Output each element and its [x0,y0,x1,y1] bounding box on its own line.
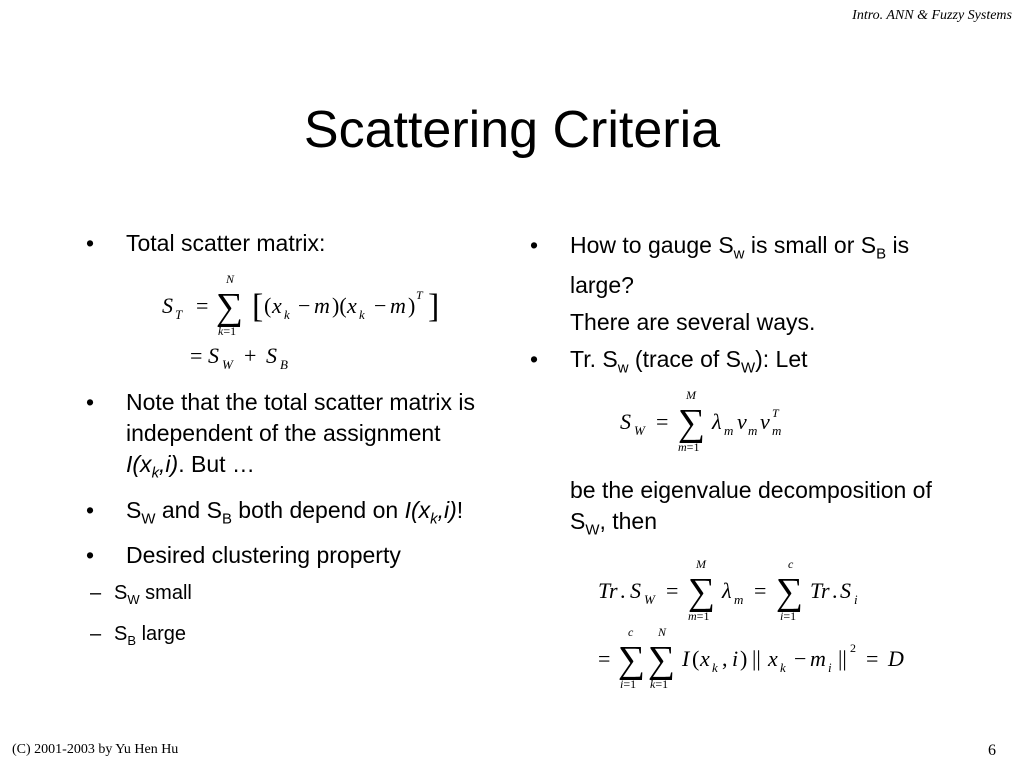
svg-text:(: ( [264,293,272,318]
svg-text:S: S [840,577,851,603]
svg-text:S: S [630,577,641,603]
svg-text:W: W [634,423,645,439]
svg-text:M: M [686,389,696,403]
svg-text:=: = [866,645,879,671]
svg-text:=: = [656,409,669,435]
svg-text:)(: )( [332,293,347,318]
svg-text:T: T [416,288,423,302]
svg-text:c: c [788,556,794,571]
bullet-desired-property: • Desired clustering property [86,540,496,571]
svg-text:m: m [772,423,782,439]
bullet-total-scatter: • Total scatter matrix: [86,228,496,259]
svg-text:∑: ∑ [618,638,646,681]
svg-text:∑: ∑ [776,570,804,613]
svg-text:x: x [768,645,778,671]
svg-text:m: m [810,645,826,671]
svg-text:c: c [628,624,634,639]
svg-text:W: W [644,591,655,607]
svg-text:k=1: k=1 [218,324,237,338]
svg-text:∑: ∑ [678,402,706,445]
svg-text:∑: ∑ [216,286,244,328]
equation-eigen-decomposition [610,389,970,469]
bullet-independent-note: • Note that the total scatter matrix is independent of the assignment $I(x_k,i)$. But … [86,387,496,489]
svg-text:M: M [696,556,706,571]
course-header: Intro. ANN & Fuzzy Systems [852,8,1012,23]
svg-text:m=1: m=1 [678,440,700,455]
eigen-decomposition-text: be the eigenvalue decomposition of $S_W$, then [570,477,932,539]
svg-text:m: m [724,423,734,439]
svg-text:−: − [298,293,311,318]
svg-text:v: v [737,409,747,435]
svg-text:=: = [754,577,767,603]
bullet-trace: • Tr. $S_w$ (trace of $S_W$): Let [530,344,970,384]
svg-text:−: − [374,293,387,318]
subbullet-sw-small: – $S_W$ small [30,577,496,616]
svg-text:=: = [190,343,203,368]
svg-text:N: N [658,624,667,639]
svg-text:[: [ [252,288,264,325]
svg-text:.: . [832,577,838,603]
svg-text:(: ( [692,645,700,671]
svg-text:m: m [734,591,744,607]
svg-text:S: S [620,409,631,435]
right-column [530,230,970,702]
svg-text:.: . [620,577,626,603]
svg-text:]: ] [428,288,440,325]
svg-text:||: || [838,645,847,671]
svg-text:i: i [828,659,832,675]
svg-text:∑: ∑ [648,638,676,681]
equation-total-scatter [144,265,496,383]
svg-text:k: k [780,659,786,675]
svg-text:i: i [732,645,739,671]
svg-text:S: S [162,293,173,318]
svg-text:k=1: k=1 [650,676,669,691]
svg-text:2: 2 [850,640,856,655]
svg-text:k: k [712,659,718,675]
svg-text:+: + [244,343,257,368]
svg-text:=: = [598,645,611,671]
bullet-how-to-gauge: • How to gauge $S_w$ is small or $S_B$ is large? [530,230,970,301]
equation-eigen-svg [610,389,870,461]
svg-text:m: m [748,423,758,439]
svg-text:x: x [700,645,710,671]
svg-text:i=1: i=1 [620,676,637,691]
svg-text:λ: λ [722,577,732,603]
svg-text:): ) [408,293,416,318]
svg-text:=: = [666,577,679,603]
svg-text:v: v [760,409,770,435]
svg-text:λ: λ [712,409,722,435]
svg-text:−: − [794,645,807,671]
footer-copyright: (C) 2001-2003 by Yu Hen Hu [12,742,179,757]
bullet-depend-assignment: • $S_W$ and $S_B$ both depend on $I(x_k,i)$! [86,495,496,535]
svg-text:S: S [266,343,277,368]
subbullet-sb-large: – $S_B$ large [30,618,496,657]
svg-text:||: || [752,645,761,671]
svg-text:k: k [359,307,365,322]
svg-text:B: B [280,357,288,372]
svg-text:T: T [175,307,183,322]
svg-text:,: , [722,645,728,671]
slide-title: Scattering Criteria [303,101,721,159]
svg-text:): ) [740,645,748,671]
svg-text:i=1: i=1 [780,608,797,623]
equation-trace-criterion [584,554,970,702]
svg-text:N: N [226,272,235,286]
svg-text:T: T [772,406,779,421]
svg-text:Tr: Tr [598,577,618,603]
svg-text:x: x [347,293,357,318]
svg-text:=: = [196,293,209,318]
equation-total-scatter-svg [144,265,474,375]
svg-text:m=1: m=1 [688,608,710,623]
page-number: 6 [988,742,996,759]
svg-text:W: W [222,357,233,372]
several-ways-text: There are several ways. [570,308,816,335]
svg-text:D: D [888,645,904,671]
equation-trace-svg [584,554,944,694]
svg-text:Tr: Tr [810,577,830,603]
svg-text:x: x [272,293,282,318]
svg-text:k: k [284,307,290,322]
svg-text:m: m [314,293,330,318]
svg-text:I: I [682,645,690,671]
svg-text:i: i [854,591,858,607]
svg-text:S: S [208,343,219,368]
svg-text:∑: ∑ [688,570,716,613]
svg-text:m: m [390,293,406,318]
left-column [86,228,496,659]
